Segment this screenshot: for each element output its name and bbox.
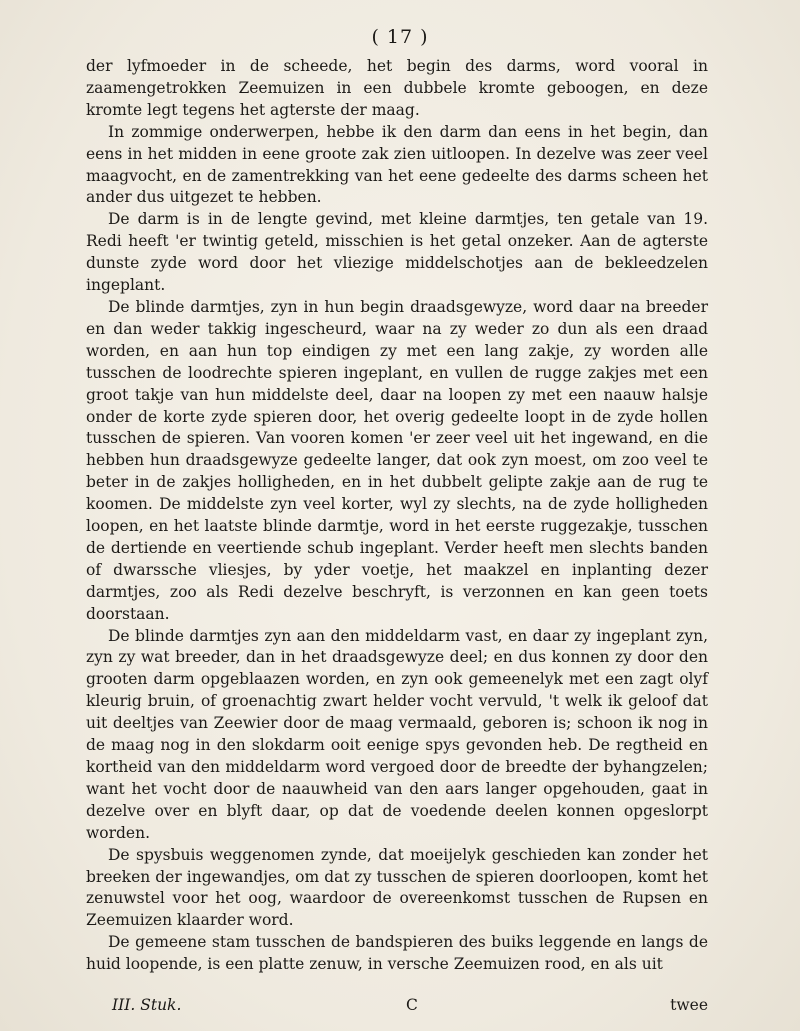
gathering-mark: C — [406, 996, 418, 1014]
paragraph-2: In zommige onderwerpen, hebbe ik den darm dan eens in het begin, dan eens in het midden in eene groote zak zien uitloopen. In dezelve was zeer veel maagvocht, en de zamentrekking van het eene gedeelte des darms scheen het ander dus uitgezet te hebben. — [86, 122, 708, 207]
body-text — [86, 56, 708, 976]
paragraph-1: der lyfmoeder in de scheede, het begin des darms, word vooral in zaamengetrokken Zeemuizen in een dubbele kromte geboogen, en deze kromte legt tegens het agterste der maag. — [86, 57, 708, 119]
paragraph-4: De blinde darmtjes, zyn in hun begin draadsgewyze, word daar na breeder en dan weder takkig ingescheurd, waar na zy weder zo dun als een draad worden, en aan hun top eindigen zy met een lang zakje, zy worden alle tusschen de loodrechte spieren ingeplant, en vullen de rugge zakjes met een groot takje van hun middelste deel, daar na loopen zy met een naauw halsje onder de korte zyde spieren door, het overig gedeelte loopt in de zyde hollen tusschen de spieren. Van vooren komen 'er zeer veel uit het ingewand, en die hebben hun draadsgewyze gedeelte langer, dat ook zyn moest, om zoo veel te beter in de zakjes holligheden, en in het dubbelt gelipte zakje aan de rug te koomen. De middelste zyn veel korter, wyl zy slechts, na de zyde holligheden loopen, en het laatste blinde darmtje, word in het eerste ruggezakje, tusschen de dertiende en veertiende schub ingeplant. Verder heeft men slechts banden of dwarssche vliesjes, by yder voetje, het maakzel en inplanting dezer darmtjes, zoo als Redi dezelve beschryft, is verzonnen en kan geen toets doorstaan. — [86, 297, 708, 623]
paragraph-3: De darm is in de lengte gevind, met kleine darmtjes, ten getale van 19. Redi heeft 'er twintig geteld, misschien is het getal onzeker. Aan de agterste dunste zyde word door het vliezige middelschotjes aan de bekleedzelen ingeplant. — [86, 210, 708, 295]
paragraph-6: De spysbuis weggenomen zynde, dat moeijelyk geschieden kan zonder het breeken der ingewandjes, om dat zy tusschen de spieren doorloopen, komt het zenuwstel voor het oog, waardoor de overeenkomst tusschen de Rupsen en Zeemuizen klaarder word. — [86, 845, 708, 930]
page-footer — [112, 996, 708, 1018]
paragraph-5: De blinde darmtjes zyn aan den middeldarm vast, en daar zy ingeplant zyn, zyn zy wat breeder, dan in het draadsgewyze deel; en dus konnen zy door den grooten darm opgeblaazen worden, en zyn ook gemeenelyk met een zagt olyf kleurig bruin, of groenachtig zwart helder vocht vervuld, 't welk ik geloof dat uit deeltjes van Zeewier door de maag vermaald, geboren is; schoon ik nog in de maag nog in den slokdarm ooit eenige spys gevonden heb. De regtheid en kortheid van den middeldarm word vergoed door de breedte der byhangzelen; want het vocht door de naauwheid van den aars langer opgehouden, gaat in dezelve over en blyft daar, op dat de voedende deelen konnen opgeslorpt worden. — [86, 626, 708, 842]
page-number: ( 17 ) — [371, 26, 429, 48]
paragraph-7: De gemeene stam tusschen de bandspieren des buiks leggende en langs de huid loopende, is een platte zenuw, in versche Zeemuizen rood, en als uit — [86, 933, 708, 974]
catchword: twee — [670, 996, 708, 1014]
signature-mark: III. Stuk. — [112, 996, 182, 1014]
